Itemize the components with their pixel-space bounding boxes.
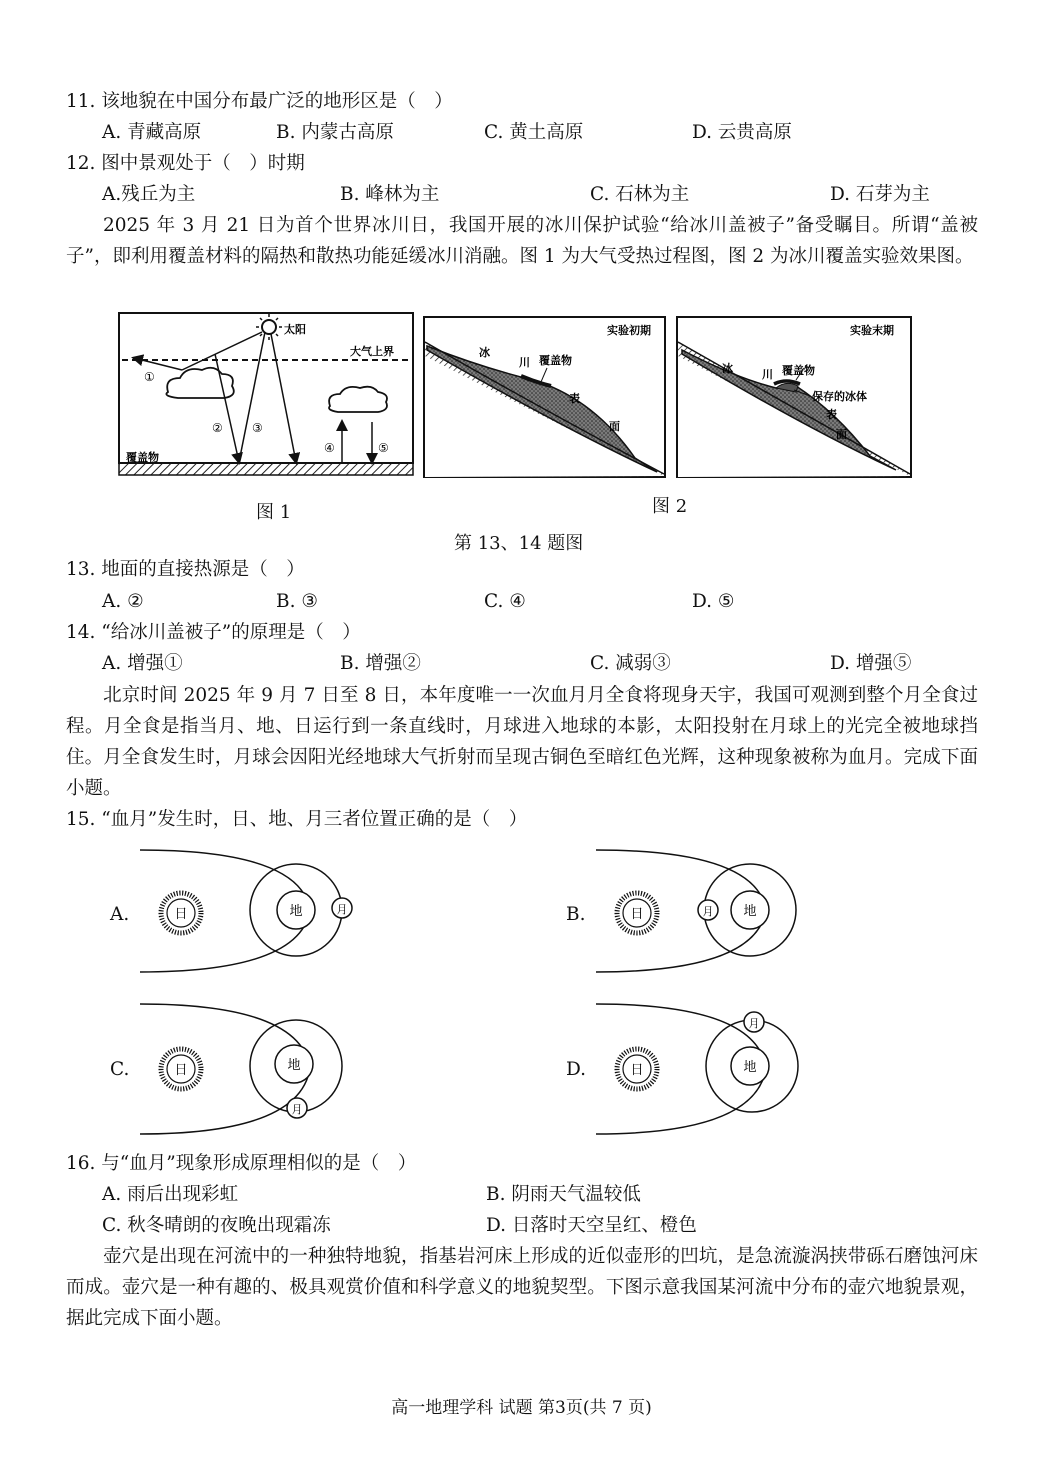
marker-1: ① bbox=[144, 370, 155, 384]
late-surface-char-2: 面 bbox=[836, 428, 847, 441]
q11-option-b: B. 内蒙古高原 bbox=[276, 122, 394, 143]
moon-label: 月 bbox=[748, 1017, 760, 1030]
q14-option-b: B. 增强② bbox=[340, 653, 421, 674]
q15-diagram-c bbox=[140, 1000, 370, 1140]
q12-option-b: B. 峰林为主 bbox=[340, 184, 440, 205]
passage-pothole bbox=[66, 1241, 978, 1334]
marker-4: ④ bbox=[324, 441, 335, 455]
q16-option-d: D. 日落时天空呈红、橙色 bbox=[486, 1215, 697, 1236]
passage-moon bbox=[66, 680, 978, 804]
late-preserved-ice-label: 保存的冰体 bbox=[812, 390, 867, 403]
q13-stem: 13. 地面的直接热源是（ ） bbox=[66, 559, 305, 580]
passage-glacier bbox=[66, 210, 978, 272]
earth-label: 地 bbox=[743, 904, 757, 919]
atmosphere-top-label: 大气上界 bbox=[350, 345, 394, 358]
late-glacier-char-2: 川 bbox=[762, 368, 773, 381]
marker-5: ⑤ bbox=[378, 441, 389, 455]
sun-label: 太阳 bbox=[284, 323, 306, 336]
q13-option-c: C. ④ bbox=[484, 591, 526, 612]
late-surface-char-1: 表 bbox=[826, 408, 837, 421]
early-glacier-char-1: 冰 bbox=[479, 346, 490, 359]
q12-option-d: D. 石芽为主 bbox=[830, 184, 930, 205]
q11-option-d: D. 云贵高原 bbox=[692, 122, 792, 143]
q11-option-a: A. 青藏高原 bbox=[102, 122, 202, 143]
earth-label: 地 bbox=[289, 904, 303, 919]
early-title: 实验初期 bbox=[607, 324, 651, 337]
q16-option-a: A. 雨后出现彩虹 bbox=[102, 1184, 239, 1205]
q15-diagram-a bbox=[140, 848, 370, 978]
q16-option-b: B. 阴雨天气温较低 bbox=[486, 1184, 641, 1205]
figure-2-experiment-late bbox=[676, 316, 912, 478]
late-glacier-char-1: 冰 bbox=[722, 362, 733, 375]
moon-label: 月 bbox=[291, 1103, 303, 1116]
q15-option-c-label: C. bbox=[110, 1059, 130, 1080]
q14-option-d: D. 增强⑤ bbox=[830, 653, 912, 674]
passage-moon-text: 北京时间 2025 年 9 月 7 日至 8 日，本年度唯一一次血月月全食将现身天宇，我国可观测到整个月全食过程。月全食是指当月、地、日运行到一条直线时，月球进入地球的本影，太阳投射在月球上的光完全被地球挡住。月全食发生时，月球会因阳光经地球大气折射而呈现古铜色至暗红色光辉，这种现象被称为血月。完成下面小题。 bbox=[66, 685, 978, 799]
late-cover-label: 覆盖物 bbox=[782, 364, 815, 377]
moon-label: 月 bbox=[336, 903, 348, 916]
q16-option-c: C. 秋冬晴朗的夜晚出现霜冻 bbox=[102, 1215, 331, 1236]
figure-2-experiment-early bbox=[423, 316, 666, 478]
q15-option-b-label: B. bbox=[566, 904, 586, 925]
figure-2-caption: 图 2 bbox=[652, 496, 688, 517]
cloud-right-icon bbox=[329, 387, 387, 412]
cover-ground-label: 覆盖物 bbox=[126, 451, 159, 464]
q14-option-a: A. 增强① bbox=[102, 653, 183, 674]
late-title: 实验末期 bbox=[850, 324, 894, 337]
passage-pothole-text: 壶穴是出现在河流中的一种独特地貌，指基岩河床上形成的近似壶形的凹坑，是急流漩涡挟带砾石磨蚀河床而成。壶穴是一种有趣的、极具观赏价值和科学意义的地貌契型。下图示意我国某河流中分布的壶穴地貌景观，据此完成下面小题。 bbox=[66, 1246, 978, 1329]
q14-option-c: C. 减弱③ bbox=[590, 653, 671, 674]
early-cover-label: 覆盖物 bbox=[539, 354, 572, 367]
marker-3: ③ bbox=[252, 421, 263, 435]
q11-option-c: C. 黄土高原 bbox=[484, 122, 584, 143]
sun-label: 日 bbox=[174, 907, 188, 922]
figure-1-caption: 图 1 bbox=[256, 502, 292, 523]
q15-diagram-d bbox=[596, 1000, 826, 1140]
page-footer: 高一地理学科 试题 第3页(共 7 页) bbox=[391, 1398, 652, 1418]
early-glacier-char-2: 川 bbox=[519, 356, 530, 369]
passage-glacier-text: 2025 年 3 月 21 日为首个世界冰川日，我国开展的冰川保护试验“给冰川盖被子”备受瞩目。所谓“盖被子”，即利用覆盖材料的隔热和散热功能延缓冰川消融。图 1 为大气受热过程图，图 2 为冰川覆盖实验效果图。 bbox=[66, 215, 978, 267]
sun-label: 日 bbox=[174, 1063, 188, 1078]
moon-label: 月 bbox=[702, 905, 714, 918]
sun-label: 日 bbox=[630, 1063, 644, 1078]
q13-option-d: D. ⑤ bbox=[692, 591, 735, 612]
q15-option-a-label: A. bbox=[110, 904, 130, 925]
marker-2: ② bbox=[212, 421, 223, 435]
sun-icon bbox=[256, 314, 282, 340]
q16-stem: 16. 与“血月”现象形成原理相似的是（ ） bbox=[66, 1153, 417, 1174]
earth-label: 地 bbox=[743, 1060, 757, 1075]
q14-stem: 14. “给冰川盖被子”的原理是（ ） bbox=[66, 622, 361, 643]
q15-diagram-b bbox=[596, 848, 826, 978]
q15-option-d-label: D. bbox=[566, 1059, 587, 1080]
sun-label: 日 bbox=[630, 907, 644, 922]
q13-option-a: A. ② bbox=[102, 591, 144, 612]
figure-1-atmosphere-heating bbox=[118, 312, 414, 480]
early-surface-char-1: 表 bbox=[569, 392, 580, 405]
q12-stem: 12. 图中景观处于（ ）时期 bbox=[66, 153, 305, 174]
q13-option-b: B. ③ bbox=[276, 591, 318, 612]
q11-stem: 11. 该地貌在中国分布最广泛的地形区是（ ） bbox=[66, 91, 453, 112]
early-surface-char-2: 面 bbox=[609, 420, 620, 433]
q12-option-a: A.残丘为主 bbox=[102, 184, 196, 205]
figure-13-14-caption: 第 13、14 题图 bbox=[454, 533, 584, 554]
earth-label: 地 bbox=[287, 1058, 301, 1073]
q15-stem: 15. “血月”发生时，日、地、月三者位置正确的是（ ） bbox=[66, 809, 528, 830]
q12-option-c: C. 石林为主 bbox=[590, 184, 690, 205]
